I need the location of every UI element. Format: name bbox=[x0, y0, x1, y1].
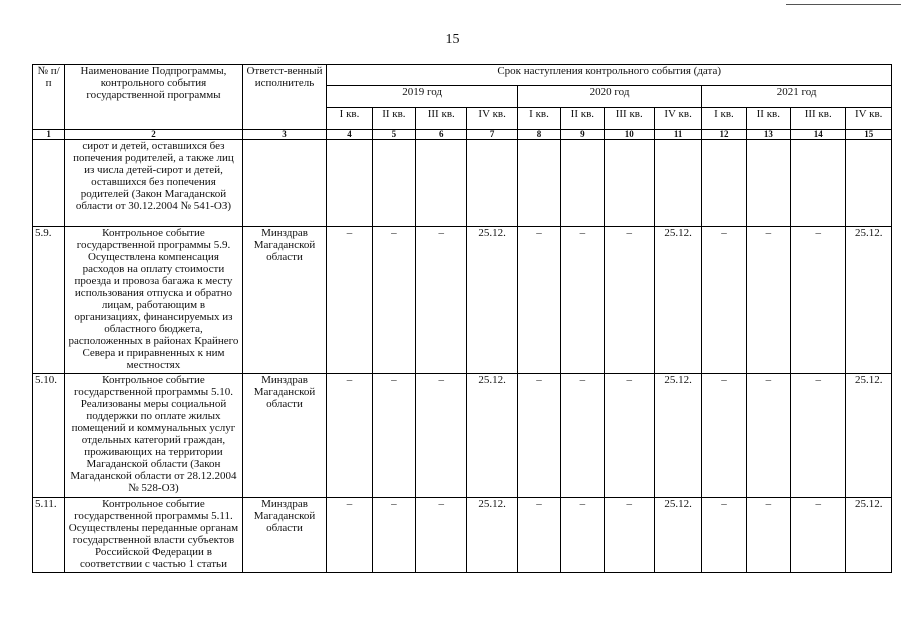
quarter-date: – bbox=[746, 227, 790, 374]
column-number: 12 bbox=[702, 130, 746, 140]
header-no: № п/п bbox=[33, 65, 65, 130]
event-name: Контрольное событие государственной программы 5.11. Осуществлены переданные органам государственной власти субъектов Российской Федерации в соответствии с частью 1 статьи bbox=[65, 498, 242, 573]
quarter-date bbox=[327, 140, 372, 227]
column-number: 8 bbox=[517, 130, 560, 140]
row-number: 5.9. bbox=[33, 227, 65, 374]
page-number: 15 bbox=[445, 32, 460, 47]
quarter-date bbox=[517, 140, 560, 227]
responsible-executor: Минздрав Магаданской области bbox=[242, 227, 327, 374]
table-row bbox=[33, 227, 892, 374]
corner-rule bbox=[786, 4, 901, 5]
row-number: 5.11. bbox=[33, 498, 65, 573]
header-quarter: II кв. bbox=[372, 108, 415, 130]
header-name: Наименование Подпрограммы, контрольного события государственной программы bbox=[65, 65, 242, 130]
header-quarter: III кв. bbox=[604, 108, 654, 130]
quarter-date: – bbox=[561, 498, 604, 573]
table-row bbox=[33, 374, 892, 498]
quarter-date: – bbox=[746, 374, 790, 498]
responsible-executor bbox=[242, 140, 327, 227]
row-number bbox=[33, 140, 65, 227]
quarter-date: – bbox=[604, 498, 654, 573]
quarter-date: 25.12. bbox=[654, 374, 701, 498]
quarter-date: – bbox=[702, 227, 746, 374]
column-number: 5 bbox=[372, 130, 415, 140]
quarter-date: – bbox=[416, 374, 467, 498]
quarter-date: – bbox=[702, 498, 746, 573]
responsible-executor: Минздрав Магаданской области bbox=[242, 374, 327, 498]
quarter-date bbox=[416, 140, 467, 227]
quarter-date bbox=[372, 140, 415, 227]
event-name: сирот и детей, оставшихся без попечения родителей, а также лиц из числа детей-сирот и детей, оставшихся без попечения родителей (Закон Магаданской области от 30.12.2004 № 541-ОЗ) bbox=[65, 140, 242, 227]
column-number: 7 bbox=[467, 130, 517, 140]
quarter-date: – bbox=[746, 498, 790, 573]
column-number: 4 bbox=[327, 130, 372, 140]
column-number: 9 bbox=[561, 130, 604, 140]
quarter-date: – bbox=[790, 374, 845, 498]
header-quarter: II кв. bbox=[746, 108, 790, 130]
header-quarter: I кв. bbox=[702, 108, 746, 130]
quarter-date bbox=[654, 140, 701, 227]
quarter-date: 25.12. bbox=[654, 227, 701, 374]
column-number: 3 bbox=[242, 130, 327, 140]
quarter-date: – bbox=[327, 227, 372, 374]
quarter-date: – bbox=[790, 227, 845, 374]
quarter-date: – bbox=[372, 227, 415, 374]
quarter-date: – bbox=[416, 227, 467, 374]
header-year-2020: 2020 год bbox=[517, 86, 701, 108]
header-quarter: II кв. bbox=[561, 108, 604, 130]
header-quarter: IV кв. bbox=[654, 108, 701, 130]
quarter-date bbox=[561, 140, 604, 227]
column-number: 2 bbox=[65, 130, 242, 140]
header-quarter: III кв. bbox=[416, 108, 467, 130]
quarter-date bbox=[846, 140, 892, 227]
column-number: 13 bbox=[746, 130, 790, 140]
header-year-2019: 2019 год bbox=[327, 86, 518, 108]
header-quarter: III кв. bbox=[790, 108, 845, 130]
quarter-date: 25.12. bbox=[467, 227, 517, 374]
quarter-date bbox=[790, 140, 845, 227]
quarter-date: 25.12. bbox=[846, 227, 892, 374]
quarter-date: 25.12. bbox=[467, 498, 517, 573]
header-year-2021: 2021 год bbox=[702, 86, 892, 108]
control-events-table bbox=[32, 64, 892, 573]
quarter-date: 25.12. bbox=[846, 374, 892, 498]
table-row bbox=[33, 140, 892, 227]
quarter-date bbox=[467, 140, 517, 227]
header-quarter: I кв. bbox=[327, 108, 372, 130]
quarter-date: – bbox=[372, 374, 415, 498]
quarter-date: – bbox=[416, 498, 467, 573]
quarter-date: – bbox=[517, 227, 560, 374]
quarter-date: – bbox=[561, 374, 604, 498]
quarter-date bbox=[702, 140, 746, 227]
quarter-date: – bbox=[517, 374, 560, 498]
quarter-date: 25.12. bbox=[846, 498, 892, 573]
column-number: 14 bbox=[790, 130, 845, 140]
header-responsible: Ответст-венный исполнитель bbox=[242, 65, 327, 130]
column-number: 10 bbox=[604, 130, 654, 140]
quarter-date: – bbox=[561, 227, 604, 374]
quarter-date: – bbox=[327, 374, 372, 498]
column-number: 1 bbox=[33, 130, 65, 140]
quarter-date: – bbox=[790, 498, 845, 573]
header-quarter: IV кв. bbox=[846, 108, 892, 130]
event-name: Контрольное событие государственной программы 5.9. Осуществлена компенсация расходов на оплату стоимости проезда и провоза багажа к месту использования отпуска и обратно лицам, работающим в организациях, финансируемых из областного бюджета, расположенных в районах Крайнего Севера и приравненных к ним местностях bbox=[65, 227, 242, 374]
quarter-date bbox=[604, 140, 654, 227]
header-quarter: IV кв. bbox=[467, 108, 517, 130]
quarter-date: – bbox=[604, 227, 654, 374]
quarter-date: – bbox=[327, 498, 372, 573]
quarter-date: – bbox=[702, 374, 746, 498]
column-number: 15 bbox=[846, 130, 892, 140]
column-number: 6 bbox=[416, 130, 467, 140]
quarter-date bbox=[746, 140, 790, 227]
quarter-date: 25.12. bbox=[654, 498, 701, 573]
table-row bbox=[33, 498, 892, 573]
event-name: Контрольное событие государственной программы 5.10. Реализованы меры социальной поддержки по оплате жилых помещений и коммунальных услуг отдельных категорий граждан, проживающих на территории Магаданской области (Закон Магаданской области от 28.12.2004 № 528-ОЗ) bbox=[65, 374, 242, 498]
quarter-date: – bbox=[517, 498, 560, 573]
header-term: Срок наступления контрольного события (дата) bbox=[327, 65, 892, 86]
quarter-date: 25.12. bbox=[467, 374, 517, 498]
row-number: 5.10. bbox=[33, 374, 65, 498]
header-quarter: I кв. bbox=[517, 108, 560, 130]
column-number: 11 bbox=[654, 130, 701, 140]
quarter-date: – bbox=[372, 498, 415, 573]
quarter-date: – bbox=[604, 374, 654, 498]
responsible-executor: Минздрав Магаданской области bbox=[242, 498, 327, 573]
